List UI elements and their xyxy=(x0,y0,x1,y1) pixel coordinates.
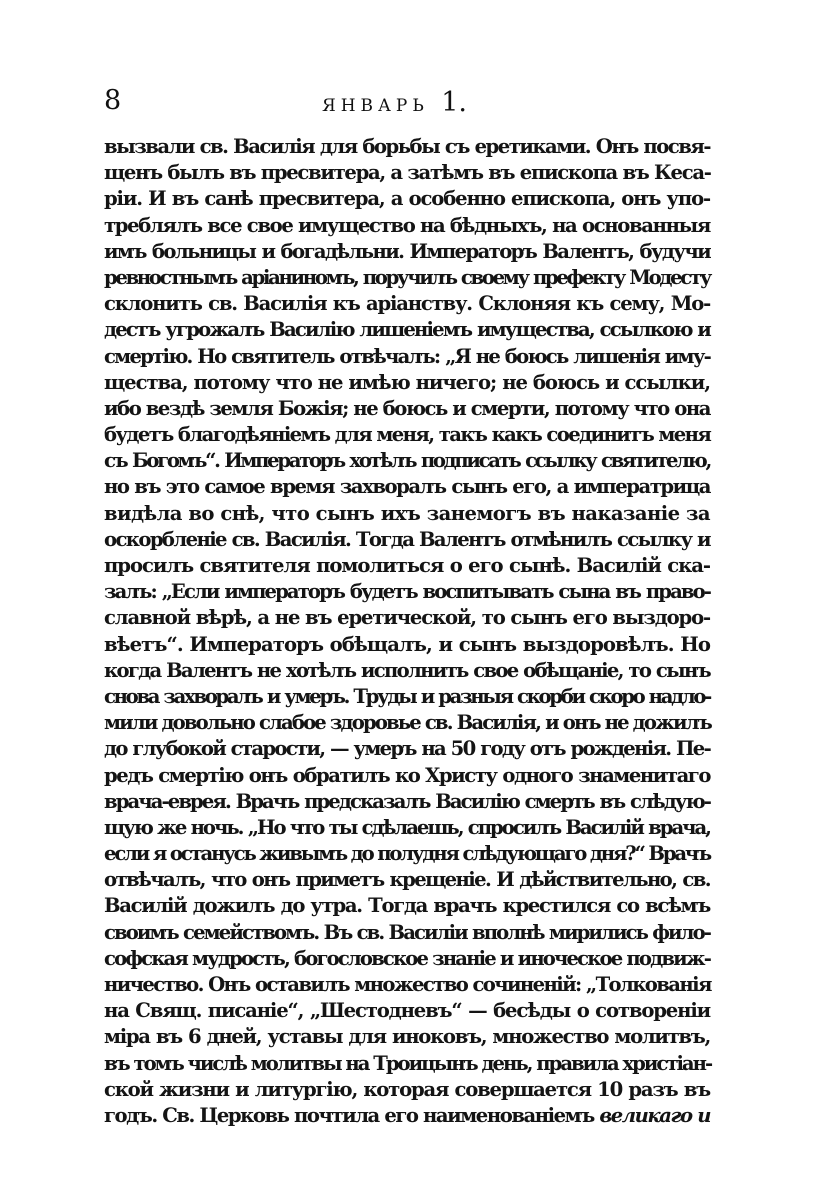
text-line: вызвали св. Василія для борьбы съ еретиками. Онъ посвя- xyxy=(104,135,710,158)
text-line: ибо вездѣ земля Божія; не боюсь и смерти, потому что она xyxy=(104,396,710,420)
text-line-last xyxy=(104,1103,710,1129)
text-line: залъ: „Если императоръ будетъ воспитывать сына въ право- xyxy=(104,580,710,604)
text-line: будетъ благодѣяніемъ для меня, такъ какъ соединитъ меня xyxy=(104,423,711,447)
text-line: мили довольно слабое здоровье св. Василія, и онъ не дожилъ xyxy=(104,711,711,735)
italic-phrase: великаго и xyxy=(599,1103,710,1127)
text-line: смертію. Но святитель отвѣчалъ: „Я не боюсь лишенія иму- xyxy=(104,344,710,368)
text-line: ревностнымъ аріаниномъ, поручилъ своему префекту Модесту xyxy=(104,265,710,289)
text-line: имъ больницы и богадѣльни. Императоръ Валентъ, будучи xyxy=(104,239,710,263)
text-line: оскорбленіе св. Василія. Тогда Валентъ отмѣнилъ ссылку и xyxy=(104,527,710,551)
running-head-month: ЯНВАРЬ xyxy=(322,96,429,116)
text-line: снова захворалъ и умеръ. Труды и разныя скорби скоро надло- xyxy=(104,684,710,708)
text-line: щества, потому что не имѣю ничего; не боюсь и ссылки, xyxy=(104,370,710,394)
text-line: софская мудрость, богословское знаніе и иноческое подвиж- xyxy=(104,946,710,970)
page-header xyxy=(104,86,704,126)
text-line: редъ смертію онъ обратилъ ко Христу одного знаменитаго xyxy=(104,763,710,787)
text-line: треблялъ все свое имущество на бѣдныхъ, на основанныя xyxy=(104,213,710,237)
text-line: міра въ 6 дней, уставы для иноковъ, множество молитвъ, xyxy=(104,1025,710,1049)
text-line: Василій дожилъ до утра. Тогда врачъ крестился со всѣмъ xyxy=(104,894,710,918)
text-line: въ томъ числѣ молитвы на Троицынъ день, правила христіан- xyxy=(104,1051,712,1075)
text-line: вѣетъ“. Императоръ обѣщалъ, и сынъ выздоровѣлъ. Но xyxy=(104,632,710,656)
text-line: на Свящ. писаніе“, „Шестодневъ“ — бесѣды о сотвореніи xyxy=(104,999,710,1023)
text-line: славной вѣрѣ, а не въ еретической, то сынъ его выздоро- xyxy=(104,606,710,630)
text-line: но въ это самое время захворалъ сынъ его, а императрица xyxy=(104,475,710,499)
text-line: когда Валентъ не хотѣлъ исполнить свое обѣщаніе, то сынъ xyxy=(104,658,710,682)
text-line: до глубокой старости, — умеръ на 50 году отъ рожденія. Пе- xyxy=(104,737,710,761)
text-line: видѣла во снѣ, что сынъ ихъ занемогъ въ наказаніе за xyxy=(104,501,710,525)
text-line: ничество. Онъ оставилъ множество сочиненій: „Толкованія xyxy=(104,973,711,996)
text-line: съ Богомъ“. Императоръ хотѣлъ подписать ссылку святителю, xyxy=(104,449,710,473)
text-line: склонить св. Василія къ аріанству. Склоняя къ сему, Мо- xyxy=(104,292,710,316)
text-line: врача-еврея. Врачъ предсказалъ Василію смерть въ слѣдую- xyxy=(104,789,710,813)
text-line: дестъ угрожалъ Василію лишеніемъ имущества, ссылкою и xyxy=(104,318,710,342)
text-line: щую же ночь. „Но что ты сдѣлаешь, спросилъ Василій врача, xyxy=(104,815,710,839)
running-head-day: 1. xyxy=(441,87,467,118)
text-line: ской жизни и литургію, которая совершается 10 разъ въ xyxy=(104,1077,710,1101)
text-line: своимъ семействомъ. Въ св. Василіи вполнѣ мирились фило- xyxy=(104,920,710,944)
text-line: ріи. И въ санѣ пресвитера, а особенно епископа, онъ упо- xyxy=(104,187,710,211)
body-text xyxy=(104,134,710,1129)
text-line: щенъ былъ въ пресвитера, а затѣмъ въ епископа въ Кеса- xyxy=(104,161,711,185)
text-line: просилъ святителя помолиться о его сынѣ. Василій ска- xyxy=(104,554,710,577)
page-number: 8 xyxy=(104,85,122,116)
text-line: если я останусь живымъ до полудня слѣдующаго дня?“ Врачъ xyxy=(104,842,710,866)
text-line: отвѣчалъ, что онъ приметъ крещеніе. И дѣйствительно, св. xyxy=(104,868,710,892)
last-line-text: годъ. Св. Церковь почтила его наименованіемъ xyxy=(104,1103,594,1127)
running-head xyxy=(322,88,467,121)
